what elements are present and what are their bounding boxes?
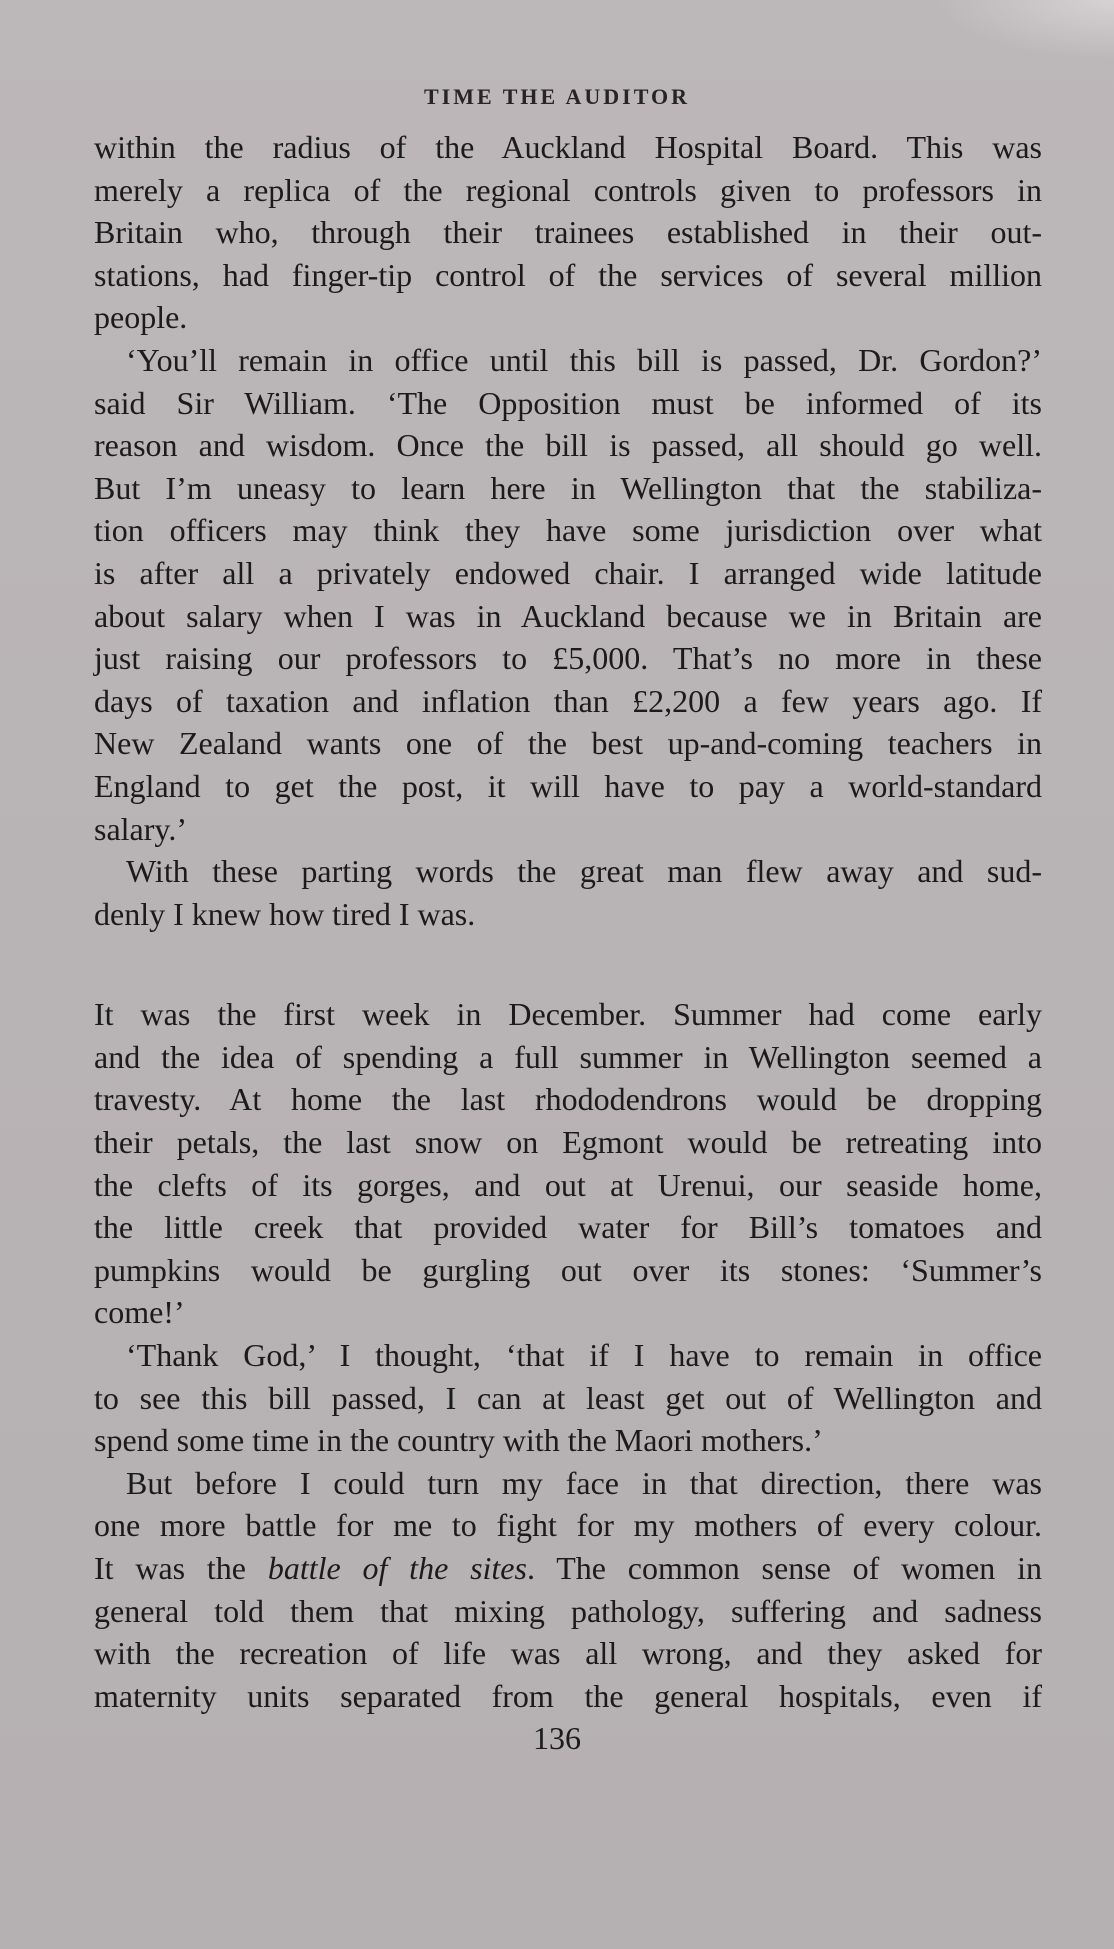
text-line: travesty. At home the last rhododendrons would be dropping: [94, 1081, 1042, 1118]
text-line: ‘Thank God,’ I thought, ‘that if I have to remain in office: [126, 1337, 1042, 1374]
text-line: Britain who, through their trainees established in their out-: [94, 214, 1042, 251]
text-line: the little creek that provided water for Bill’s tomatoes and: [94, 1209, 1042, 1246]
text-line: people.: [94, 299, 188, 336]
text-line: pumpkins would be gurgling out over its stones: ‘Summer’s: [94, 1251, 1042, 1288]
text-line: But before I could turn my face in that direction, there was: [126, 1464, 1042, 1501]
text-line: reason and wisdom. Once the bill is passed, all should go well.: [94, 427, 1042, 464]
text-line: the clefts of its gorges, and out at Urenui, our seaside home,: [94, 1166, 1042, 1203]
paragraph: [94, 1334, 1042, 1462]
text-line: New Zealand wants one of the best up-and-coming teachers in: [94, 725, 1042, 762]
text-line: tion officers may think they have some jurisdiction over what: [94, 512, 1042, 549]
paragraph: [94, 1462, 1042, 1718]
text-line: and the idea of spending a full summer in Wellington seemed a: [94, 1038, 1042, 1075]
paragraph: [94, 850, 1042, 935]
italic-phrase: battle of the sites: [267, 1550, 527, 1586]
text-line: just raising our professors to £5,000. That’s no more in these: [94, 640, 1042, 677]
text-line: with the recreation of life was all wrong, and they asked for: [94, 1635, 1042, 1672]
text-line: come!’: [94, 1294, 185, 1331]
text-line: their petals, the last snow on Egmont would be retreating into: [94, 1124, 1042, 1161]
paragraph: [94, 993, 1042, 1334]
page-number: 136: [533, 1720, 581, 1756]
text-line: maternity units separated from the general hospitals, even if: [94, 1677, 1042, 1714]
text-line: With these parting words the great man flew away and sud-: [126, 853, 1042, 890]
text-line: ‘You’ll remain in office until this bill is passed, Dr. Gordon?’: [126, 341, 1042, 378]
text-line: within the radius of the Auckland Hospital Board. This was: [94, 129, 1042, 165]
paragraph: [94, 339, 1042, 850]
text-line: general told them that mixing pathology, suffering and sadness: [94, 1592, 1042, 1629]
text-line: is after all a privately endowed chair. I arranged wide latitude: [94, 554, 1042, 591]
body-text: [94, 126, 1042, 1717]
text-line: salary.’: [94, 810, 187, 847]
section-break: [94, 935, 1042, 993]
text-line: to see this bill passed, I can at least get out of Wellington and: [94, 1379, 1042, 1416]
text-line: one more battle for me to fight for my mothers of every colour.: [94, 1507, 1042, 1544]
text-line: stations, had finger-tip control of the services of several million: [94, 256, 1042, 293]
text-line: said Sir William. ‘The Opposition must be informed of its: [94, 384, 1042, 421]
running-head: TIME THE AUDITOR: [423, 84, 691, 109]
text-line: days of taxation and inflation than £2,200 a few years ago. If: [94, 682, 1042, 719]
page-corner-shading: [934, 0, 1114, 60]
paragraph: [94, 126, 1042, 339]
text-line: It was the first week in December. Summer had come early: [94, 996, 1042, 1033]
text-line: spend some time in the country with the Maori mothers.’: [94, 1422, 823, 1459]
text-line: But I’m uneasy to learn here in Wellington that the stabiliza-: [94, 469, 1042, 506]
text-line: denly I knew how tired I was.: [94, 895, 476, 932]
text-line: England to get the post, it will have to pay a world-standard: [94, 767, 1042, 804]
text-line-with-italic: It was the battle of the sites. The common sense of women in: [94, 1550, 1042, 1586]
text-line: about salary when I was in Auckland because we in Britain are: [94, 597, 1042, 634]
text-line: merely a replica of the regional controls given to professors in: [94, 171, 1042, 208]
